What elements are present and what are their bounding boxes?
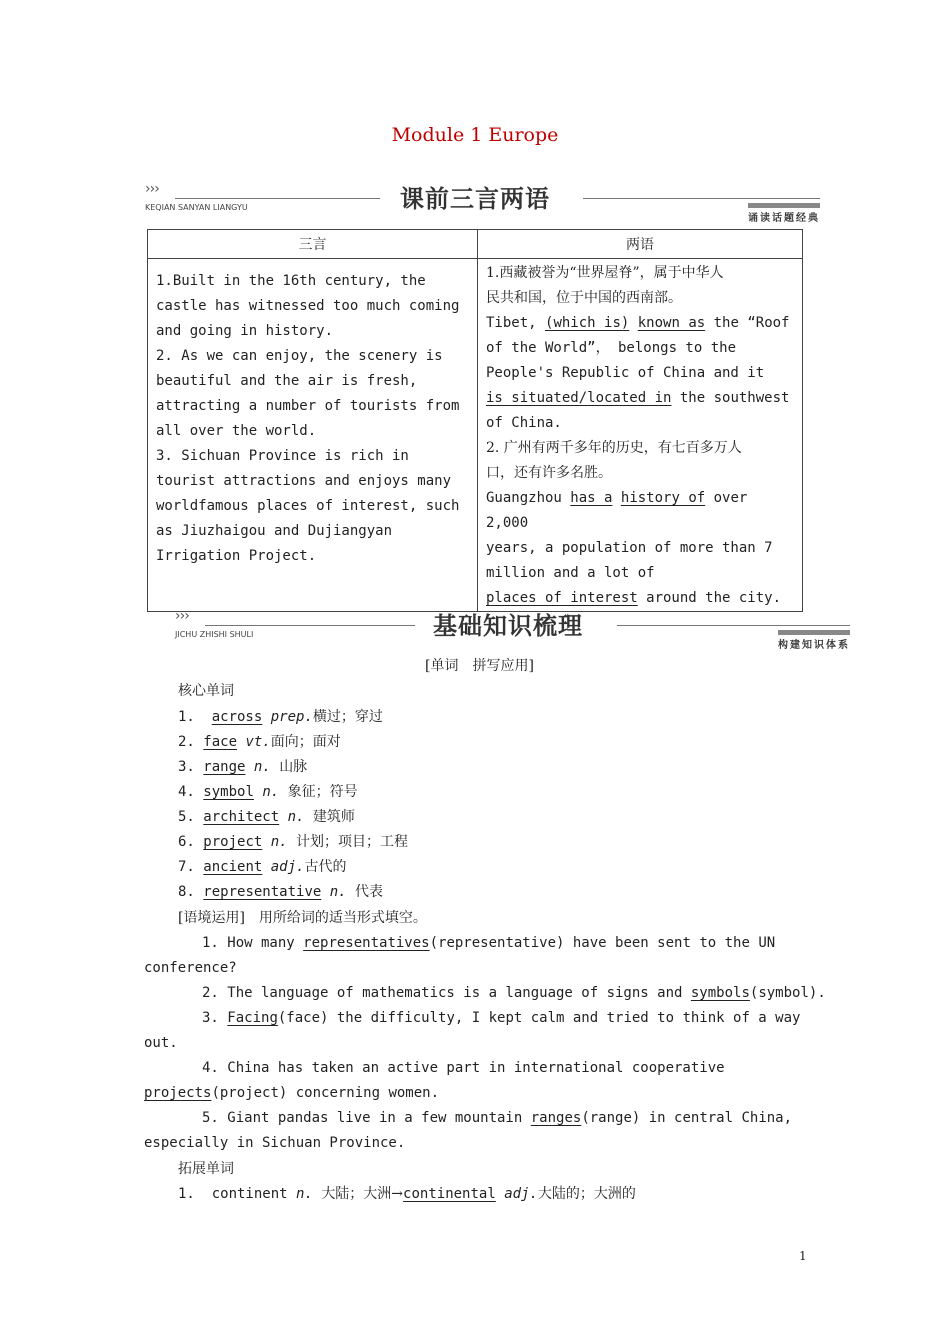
text-line: 1.Built in the 16th century, the bbox=[156, 273, 426, 289]
text-line: 2. As we can enjoy, the scenery is bbox=[156, 348, 443, 364]
banner-pinyin: JICHU ZHISHI SHULI bbox=[175, 630, 254, 639]
banner-slogan: 诵读话题经典 bbox=[748, 203, 820, 224]
answer-blank: continental bbox=[403, 1186, 496, 1202]
banner-slogan: 构建知识体系 bbox=[778, 630, 850, 651]
list-item: 5. architect n. 建筑师 bbox=[178, 809, 355, 825]
text-line: Tibet, (which is) known as the “Roof bbox=[486, 315, 790, 331]
list-item: 1. across prep.横过；穿过 bbox=[178, 709, 383, 725]
answer-blank: projects bbox=[144, 1085, 212, 1101]
list-item: 1. How many representatives(representative) have been sent to the UN bbox=[202, 935, 776, 951]
answer-blank: is situated/located in bbox=[486, 390, 672, 406]
section-banner-preview bbox=[145, 181, 820, 224]
sayings-table bbox=[147, 229, 803, 612]
list-item: 4. China has taken an active part in international cooperative bbox=[202, 1060, 725, 1076]
core-word-list bbox=[178, 705, 408, 905]
text-line: million and a lot of bbox=[486, 565, 655, 581]
list-item: 2. face vt.面向；面对 bbox=[178, 734, 341, 750]
text-line: all over the world. bbox=[156, 423, 317, 439]
text-line: years, a population of more than 7 bbox=[486, 540, 773, 556]
answer-blank: history of bbox=[620, 490, 706, 506]
text-line: worldfamous places of interest, such bbox=[156, 498, 460, 514]
answer-blank: representatives bbox=[303, 935, 430, 951]
answer-blank: has a bbox=[570, 490, 613, 506]
banner-rule-right bbox=[617, 625, 850, 626]
list-item: 8. representative n. 代表 bbox=[178, 884, 384, 900]
list-item: 4. symbol n. 象征；符号 bbox=[178, 784, 358, 800]
text-line: and going in history. bbox=[156, 323, 334, 339]
list-item: 6. project n. 计划；项目；工程 bbox=[178, 834, 409, 850]
list-item: 5. Giant pandas live in a few mountain ranges(range) in central China, bbox=[202, 1110, 793, 1126]
table-header-right: 两语 bbox=[478, 230, 803, 259]
list-item: out. bbox=[144, 1035, 178, 1051]
text-line: 1.西藏被誉为“世界屋脊”，属于中华人 bbox=[486, 265, 724, 281]
text-line: beautiful and the air is fresh, bbox=[156, 373, 418, 389]
text-line: attracting a number of tourists from bbox=[156, 398, 460, 414]
page-title: Module 1 Europe bbox=[391, 124, 559, 146]
chevrons-icon: ››› bbox=[145, 181, 159, 197]
text-line: People's Republic of China and it bbox=[486, 365, 765, 381]
answer-blank: (which is) bbox=[545, 315, 630, 331]
text-line: of the World”， belongs to the bbox=[486, 340, 737, 356]
extend-words-title: 拓展单词 bbox=[178, 1161, 234, 1177]
text-line: Guangzhou has a history of over 2,000 bbox=[486, 490, 748, 531]
text-line: 口，还有许多名胜。 bbox=[486, 465, 612, 481]
page-number: 1 bbox=[799, 1249, 807, 1263]
text-line: as Jiuzhaigou and Dujiangyan bbox=[156, 523, 393, 539]
answer-blank: symbols bbox=[690, 985, 750, 1001]
list-item: especially in Sichuan Province. bbox=[144, 1135, 406, 1151]
answer-blank: known as bbox=[637, 315, 706, 331]
practice-sentences bbox=[144, 931, 826, 1156]
list-item: conference? bbox=[144, 960, 237, 976]
list-item: 7. ancient adj.古代的 bbox=[178, 859, 347, 875]
text-line: 民共和国，位于中国的西南部。 bbox=[486, 290, 682, 306]
table-cell-right bbox=[478, 259, 803, 612]
core-words-title: 核心单词 bbox=[178, 683, 234, 699]
list-item: 1. continent n. 大陆；大洲→continental adj.大陆的；大洲的 bbox=[178, 1186, 636, 1202]
table-header-left: 三言 bbox=[148, 230, 478, 259]
section-label: [单词 拼写应用] bbox=[425, 658, 534, 674]
section-banner-basics bbox=[175, 608, 850, 651]
text-line: places of interest around the city. bbox=[486, 590, 782, 606]
text-line: tourist attractions and enjoys many bbox=[156, 473, 452, 489]
banner-rule-left bbox=[205, 625, 415, 626]
answer-blank: Facing bbox=[227, 1010, 278, 1026]
text-line: of China. bbox=[486, 415, 562, 431]
list-item: 3. range n. 山脉 bbox=[178, 759, 308, 775]
banner-heading: 课前三言两语 bbox=[400, 185, 550, 213]
list-item: 2. The language of mathematics is a language of signs and symbols(symbol). bbox=[202, 985, 826, 1001]
banner-pinyin: KEQIAN SANYAN LIANGYU bbox=[145, 203, 248, 212]
text-line: castle has witnessed too much coming bbox=[156, 298, 460, 314]
text-line: 2. 广州有两千多年的历史，有七百多万人 bbox=[486, 440, 742, 456]
practice-title: [语境运用] 用所给词的适当形式填空。 bbox=[178, 910, 427, 926]
list-item: 3. Facing(face) the difficulty, I kept calm and tried to think of a way bbox=[202, 1010, 801, 1026]
table-cell-left bbox=[148, 259, 478, 612]
list-item: projects(project) concerning women. bbox=[144, 1085, 440, 1101]
answer-blank: ranges bbox=[530, 1110, 582, 1126]
chevrons-icon: ››› bbox=[175, 608, 189, 624]
text-line: is situated/located in the southwest bbox=[486, 390, 790, 406]
text-line: 3. Sichuan Province is rich in bbox=[156, 448, 409, 464]
text-line: Irrigation Project. bbox=[156, 548, 317, 564]
banner-rule-left bbox=[175, 198, 380, 199]
banner-rule-right bbox=[583, 198, 820, 199]
answer-blank: places of interest bbox=[486, 590, 638, 606]
banner-heading: 基础知识梳理 bbox=[433, 612, 583, 640]
